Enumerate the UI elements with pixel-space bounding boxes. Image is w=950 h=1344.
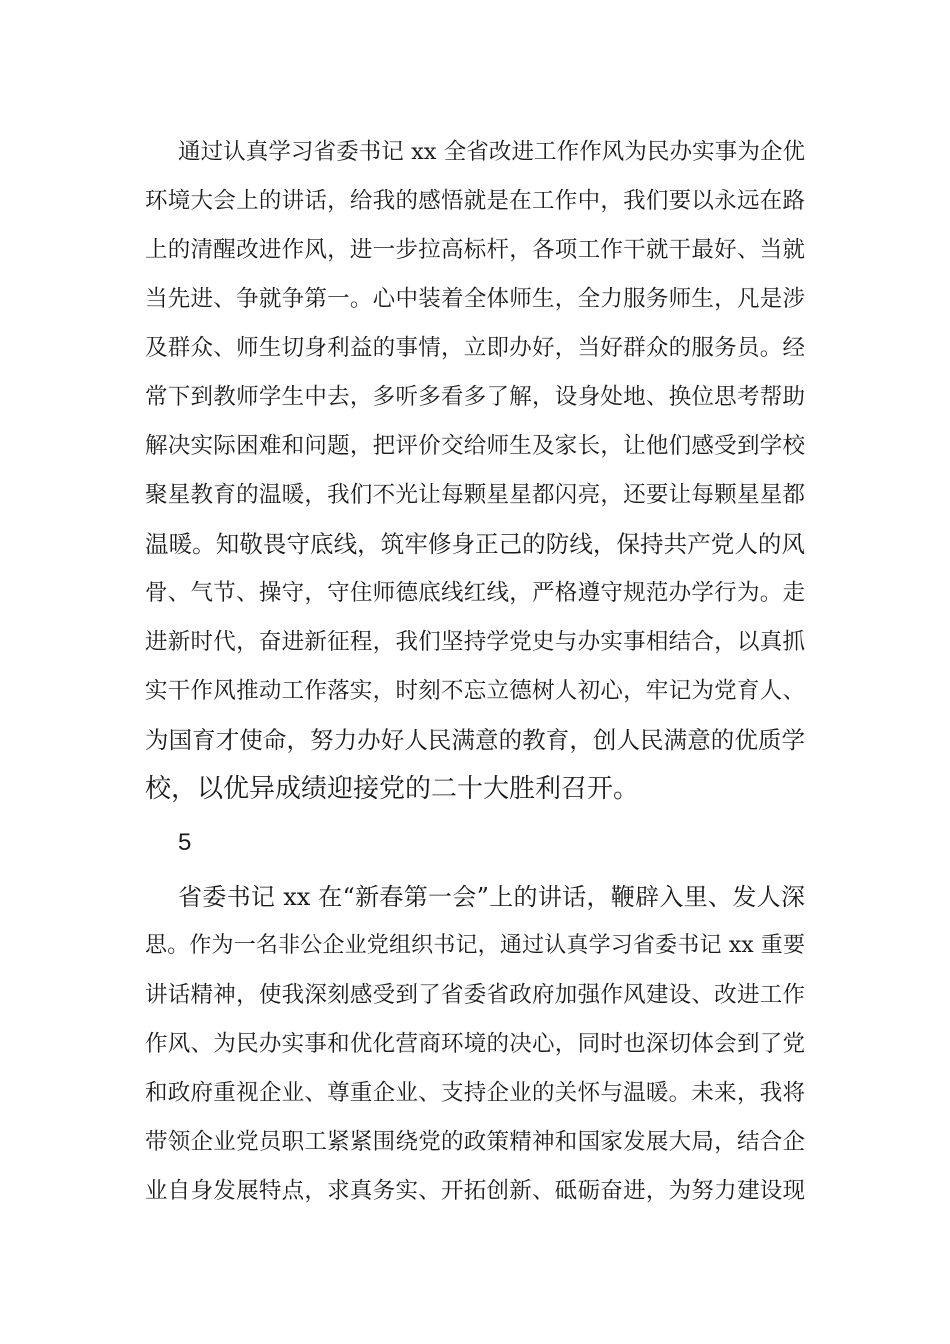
paragraph-line: 业自身发展特点，求真务实、开拓创新、砥砺奋进，为努力建设现 [145, 1178, 805, 1204]
paragraph-line: 温暖。知敬畏守底线，筑牢修身正己的防线，保持共产党人的风 [145, 530, 805, 558]
paragraph-line: 作风、为民办实事和优化营商环境的决心，同时也深切体会到了党 [145, 1031, 805, 1057]
paragraph-line: 解决实际困难和问题，把评价交给师生及家长，让他们感受到学校 [145, 433, 805, 459]
paragraph-line: 通过认真学习省委书记 xx 全省改进工作作风为民办实事为企优 [178, 139, 805, 165]
paragraph-line: 校，以优异成绩迎接党的二十大胜利召开。 [145, 774, 640, 804]
paragraph-line: 和政府重视企业、尊重企业、支持企业的关怀与温暖。未来，我将 [145, 1080, 805, 1106]
paragraph-line: 省委书记 xx 在“新春第一会”上的讲话，鞭辟入里、发人深 [178, 883, 805, 911]
paragraph-line: 常下到教师学生中去，多听多看多了解，设身处地、换位思考帮助 [145, 384, 805, 410]
paragraph-line: 思。作为一名非公企业党组织书记，通过认真学习省委书记 xx 重要 [145, 933, 805, 958]
paragraph-line: 实干作风推动工作落实，时刻不忘立德树人初心，牢记为党育人、 [145, 678, 805, 704]
paragraph-line: 为国育才使命，努力办好人民满意的教育，创人民满意的优质学 [145, 726, 805, 754]
paragraph-line: 环境大会上的讲话，给我的感悟就是在工作中，我们要以永远在路 [145, 188, 805, 214]
paragraph-line: 当先进、争就争第一。心中装着全体师生，全力服务师生，凡是涉 [145, 286, 805, 312]
paragraph-line: 讲话精神，使我深刻感受到了省委省政府加强作风建设、改进工作 [145, 982, 805, 1008]
paragraph-line: 及群众、师生切身利益的事情，立即办好，当好群众的服务员。经 [145, 335, 805, 361]
paragraph-line: 上的清醒改进作风，进一步拉高标杆，各项工作干就干最好、当就 [145, 237, 805, 263]
section-number: 5 [178, 829, 192, 856]
paragraph-line: 骨、气节、操守，守住师德底线红线，严格遵守规范办学行为。走 [145, 580, 805, 606]
paragraph-line: 带领企业党员职工紧紧围绕党的政策精神和国家发展大局，结合企 [145, 1129, 805, 1155]
paragraph-line: 进新时代，奋进新征程，我们坚持学党史与办实事相结合，以真抓 [145, 629, 805, 655]
paragraph-line: 聚星教育的温暖，我们不光让每颗星星都闪亮，还要让每颗星星都 [145, 482, 805, 508]
